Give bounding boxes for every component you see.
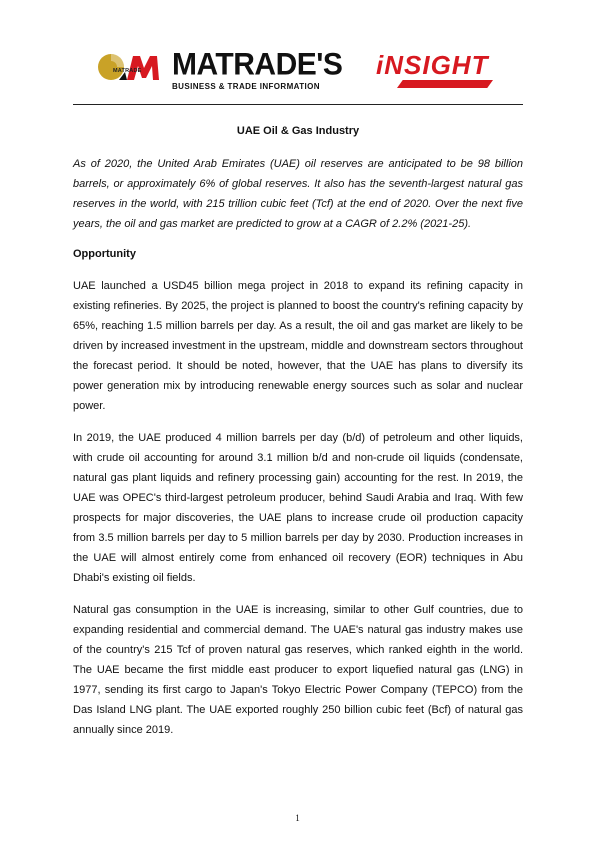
header-divider bbox=[73, 104, 523, 105]
tagline: BUSINESS & TRADE INFORMATION bbox=[172, 82, 320, 91]
brand-insight: iNSIGHT bbox=[376, 50, 489, 80]
logo-label: MATRADE bbox=[113, 68, 142, 74]
document-body bbox=[73, 121, 523, 740]
body-paragraph: Natural gas consumption in the UAE is increasing, similar to other Gulf countries, due to expanding residential and commercial demand. The UAE's natural gas industry makes use of the country's 215 Tcf of proven natural gas reserves, which ranked eighth in the world. The UAE became the first middle east producer to export liquefied natural gas (LNG) in 1977, sending its first cargo to Japan's Tokyo Electric Power Company (TEPCO) from the Das Island LNG plant. The UAE exported roughly 250 billion cubic feet (Bcf) of natural gas annually since 2019. bbox=[73, 604, 523, 736]
intro-paragraph: As of 2020, the United Arab Emirates (UAE) oil reserves are anticipated to be 98 billion barrels, or approximately 6% of global reserves. It also has the seventh-largest natural gas reserves in the world, with 215 trillion cubic feet (Tcf) at the end of 2020. Over the next five years, the oil and gas market are predicted to grow at a CAGR of 2.2% (2021-25). bbox=[73, 158, 523, 230]
document-title: UAE Oil & Gas Industry bbox=[236, 125, 360, 137]
section-heading: Opportunity bbox=[73, 248, 136, 260]
header bbox=[97, 44, 517, 100]
brand-name: MATRADE'S bbox=[172, 47, 343, 82]
page-number: 1 bbox=[295, 813, 300, 823]
brand-accent-bar bbox=[397, 80, 493, 88]
body-paragraph: In 2019, the UAE produced 4 million barrels per day (b/d) of petroleum and other liquids, with crude oil accounting for around 3.1 million b/d and non-crude oil liquids (condensate, natural gas plant liquids and refinery processing gain) accounting for the rest. In 2019, the UAE was OPEC's third-largest petroleum producer, behind Saudi Arabia and Iraq. With few prospects for major discoveries, the UAE plans to increase crude oil production capacity from 3.5 million barrels per day to 5 million barrels per day by 2030. Production increases in the UAE will almost entirely come from enhanced oil recovery (EOR) techniques in Abu Dhabi's existing oil fields. bbox=[73, 432, 523, 584]
body-paragraph: UAE launched a USD45 billion mega project in 2018 to expand its refining capacity in existing refineries. By 2025, the project is planned to boost the country's refining capacity by 65%, reaching 1.5 million barrels per day. As a result, the oil and gas market are likely to be driven by increased investment in the upstream, middle and downstream sectors throughout the forecast period. It should be noted, however, that the UAE has plans to diversify its power generation mix by introducing renewable energy sources such as solar and nuclear power. bbox=[73, 280, 523, 412]
